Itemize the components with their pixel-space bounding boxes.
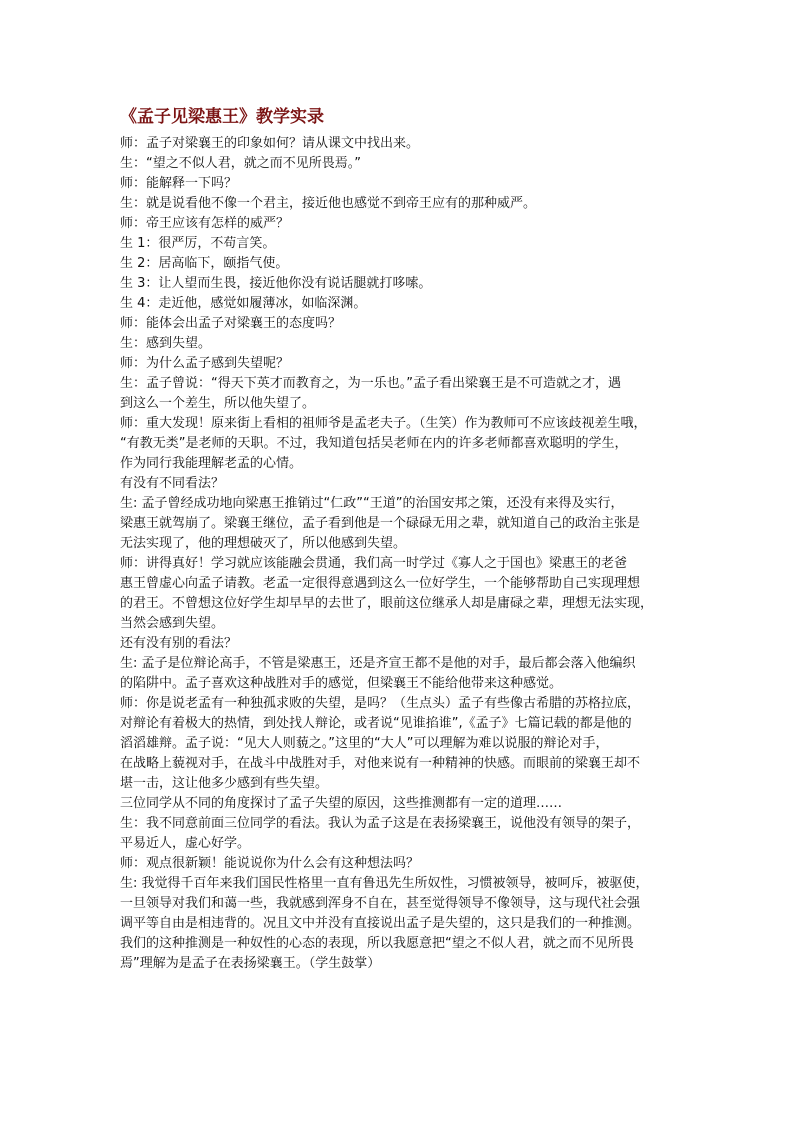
transcript-line: 还有没有别的看法？	[120, 636, 238, 651]
transcript-line: 无法实现了，他的理想破灭了，所以他感到失望。	[120, 536, 407, 551]
transcript-line: 生 1：很严厉，不苟言笑。	[120, 236, 276, 251]
transcript-line: 当然会感到失望。	[120, 616, 225, 631]
transcript-line: 生：就是说看他不像一个君主，接近他也感觉不到帝王应有的那种威严。	[120, 196, 537, 211]
transcript-line: 生：“望之不似人君，就之而不见所畏焉。”	[120, 156, 361, 171]
transcript-body	[120, 134, 680, 974]
transcript-line: 生: 我觉得千百年来我们国民性格里一直有鲁迅先生所奴性，习惯被领导，被呵斥，被驱使，	[120, 876, 649, 891]
transcript-line: 生 3：让人望而生畏，接近他你没有说话腿就打哆嗦。	[120, 276, 432, 291]
transcript-line: 生：孟子曾说：“得天下英才而教育之，为一乐也。”孟子看出梁襄王是不可造就之才，遇	[120, 376, 621, 391]
transcript-line: 我们的这种推测是一种奴性的心态的表现，所以我愿意把“望之不似人君，就之而不见所畏	[120, 936, 634, 951]
transcript-line: 生：我不同意前面三位同学的看法。我认为孟子这是在表扬梁襄王，说他没有领导的架子，	[120, 816, 641, 831]
transcript-line: 师：为什么孟子感到失望呢？	[120, 356, 290, 371]
transcript-line: 师：观点很新颖！能说说你为什么会有这种想法吗？	[120, 856, 420, 871]
transcript-line: 师：你是说老孟有一种独孤求败的失望，是吗？（生点头）孟子有些像古希腊的苏格拉底，	[120, 696, 641, 711]
transcript-line: 师：能解释一下吗？	[120, 176, 238, 191]
transcript-line: 师：帝王应该有怎样的威严？	[120, 216, 290, 231]
transcript-line: 平易近人，虚心好学。	[120, 836, 251, 851]
transcript-line: 生: 孟子是位辩论高手，不管是梁惠王，还是齐宣王都不是他的对手，最后都会落入他编织	[120, 656, 636, 671]
transcript-line: 生 2：居高临下，颐指气使。	[120, 256, 289, 271]
transcript-line: 生: 孟子曾经成功地向梁惠王推销过“仁政”“王道”的治国安邦之策，还没有来得及实行，	[120, 496, 624, 511]
transcript-line: 梁惠王就驾崩了。梁襄王继位，孟子看到他是一个碌碌无用之辈，就知道自己的政治主张是	[120, 516, 641, 531]
transcript-line: 到这么一个差生，所以他失望了。	[120, 396, 316, 411]
document-page	[120, 104, 680, 974]
transcript-line: 师：孟子对梁襄王的印象如何？请从课文中找出来。	[120, 136, 420, 151]
transcript-line: 师：重大发现！原来街上看相的祖师爷是孟老夫子。（生笑）作为教师可不应该歧视差生哦，	[120, 416, 647, 431]
transcript-line: 师：讲得真好！学习就应该能融会贯通，我们高一时学过《寡人之于国也》梁惠王的老爸	[120, 556, 628, 571]
transcript-line: 调平等自由是相违背的。况且文中并没有直接说出孟子是失望的，这只是我们的一种推测。	[120, 916, 641, 931]
transcript-line: 滔滔雄辩。孟子说：“见大人则藐之。”这里的“大人”可以理解为难以说服的辩论对手，	[120, 736, 609, 751]
transcript-line: 的陷阱中。孟子喜欢这种战胜对手的感觉，但梁襄王不能给他带来这种感觉。	[120, 676, 563, 691]
transcript-line: 生：感到失望。	[120, 336, 212, 351]
transcript-line: 堪一击，这让他多少感到有些失望。	[120, 776, 329, 791]
transcript-line: 在战略上藐视对手，在战斗中战胜对手，对他来说有一种精神的快感。而眼前的梁襄王却不	[120, 756, 641, 771]
transcript-line: 一旦领导对我们和蔼一些，我就感到浑身不自在，甚至觉得领导不像领导，这与现代社会强	[120, 896, 641, 911]
transcript-line: 作为同行我能理解老孟的心情。	[120, 456, 303, 471]
transcript-line: 有没有不同看法？	[120, 476, 225, 491]
transcript-line: 师：能体会出孟子对梁襄王的态度吗？	[120, 316, 342, 331]
transcript-line: 惠王曾虚心向孟子请教。老孟一定很得意遇到这么一位好学生，一个能够帮助自己实现理想	[120, 576, 641, 591]
transcript-line: 焉”理解为是孟子在表扬梁襄王。（学生鼓掌）	[120, 956, 381, 971]
transcript-line: 生 4：走近他，感觉如履薄冰，如临深渊。	[120, 296, 367, 311]
transcript-line: 三位同学从不同的角度探讨了孟子失望的原因，这些推测都有一定的道理……	[120, 796, 563, 811]
transcript-line: 对辩论有着极大的热情，到处找人辩论，或者说“见谁掐谁”,《孟子》七篇记载的都是他的	[120, 716, 632, 731]
document-title: 《孟子见梁惠王》教学实录	[120, 107, 324, 127]
transcript-line: “有教无类”是老师的天职。不过，我知道包括吴老师在内的许多老师都喜欢聪明的学生，	[120, 436, 628, 451]
transcript-line: 的君王。不曾想这位好学生却早早的去世了，眼前这位继承人却是庸碌之辈，理想无法实现，	[120, 596, 654, 611]
